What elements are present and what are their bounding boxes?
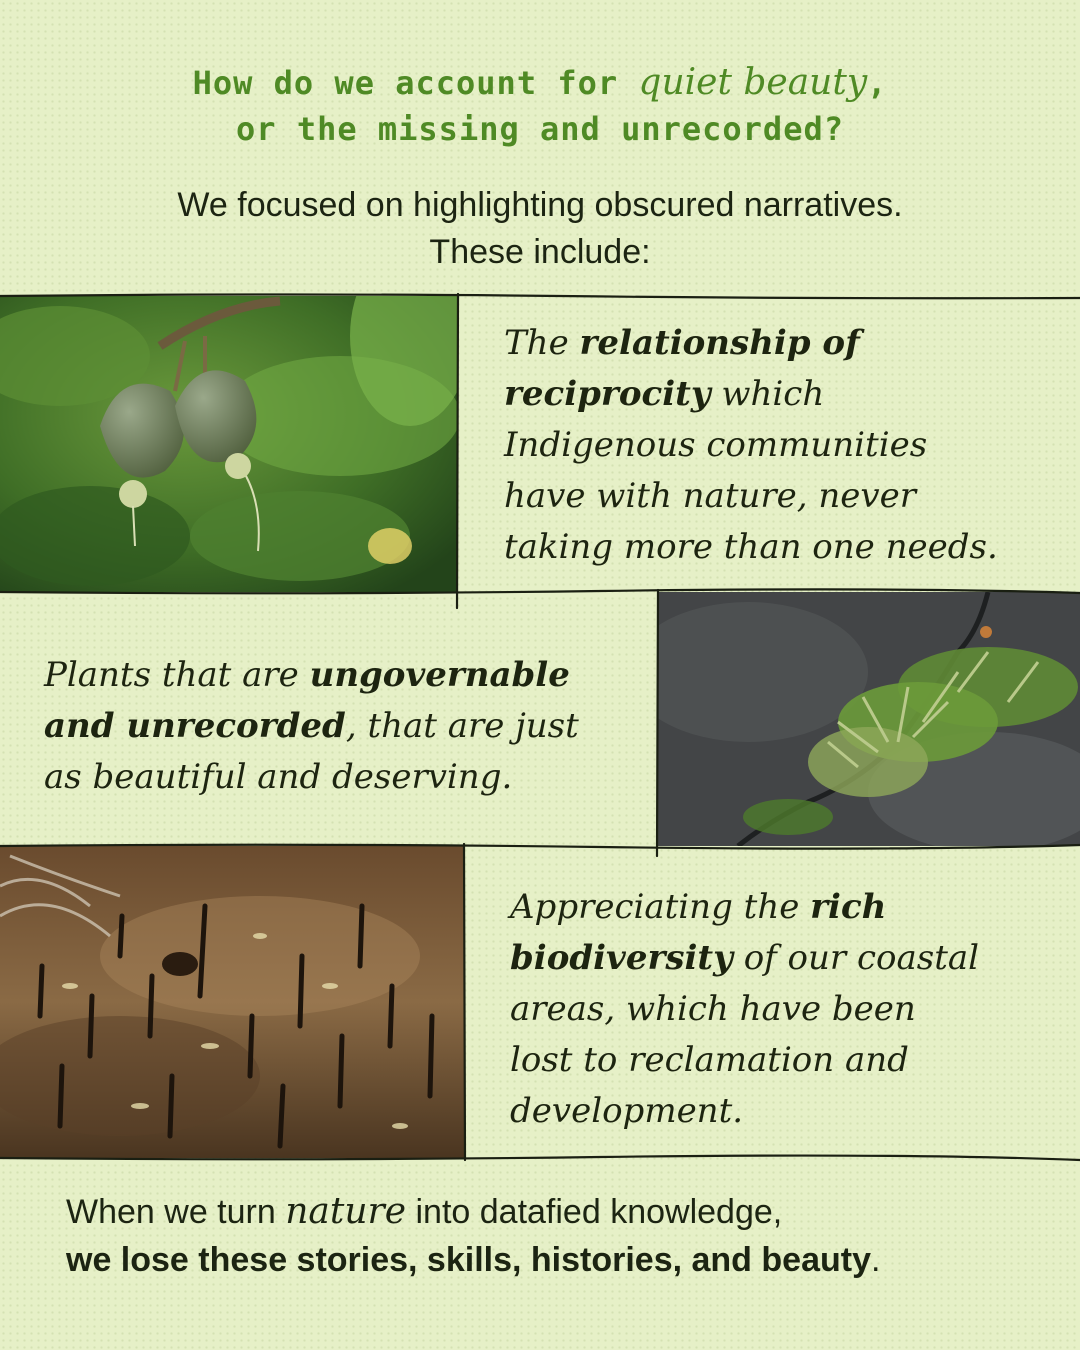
page-heading	[0, 60, 1080, 152]
narrative-biodiversity	[510, 882, 1060, 1137]
narrative-reciprocity	[504, 318, 1064, 573]
intro-line-1: We focused on highlighting obscured narratives.	[177, 186, 903, 224]
heading-line-1: How do we account for quiet beauty,	[192, 62, 888, 103]
narrative-line: have with nature, never	[504, 476, 916, 516]
narrative-line: reciprocity which	[504, 374, 825, 414]
narrative-line: biodiversity of our coastal	[510, 938, 980, 978]
narrative-line: Indigenous communities	[504, 425, 928, 465]
narrative-line: development.	[510, 1091, 744, 1131]
narrative-line: Appreciating the rich	[510, 887, 887, 927]
closing-line-2: we lose these stories, skills, histories, and beauty.	[66, 1241, 881, 1279]
heading-line-2: or the missing and unrecorded?	[236, 110, 844, 148]
narrative-line: Plants that are ungovernable	[44, 655, 570, 695]
narrative-line: areas, which have been	[510, 989, 916, 1029]
mangrove-photo	[0, 846, 464, 1158]
narrative-line: taking more than one needs.	[504, 527, 998, 567]
narrative-line: The relationship of	[504, 323, 860, 363]
narrative-line: and unrecorded, that are just	[44, 706, 579, 746]
closing-line-1: When we turn nature into datafied knowledge,	[66, 1191, 783, 1232]
pavement-grass-photo	[658, 592, 1080, 846]
narrative-ungovernable	[44, 650, 644, 803]
intro-text	[0, 182, 1080, 276]
intro-line-2: These include:	[429, 233, 651, 271]
seed-pod-photo	[0, 296, 458, 592]
narrative-line: lost to reclamation and	[510, 1040, 909, 1080]
heading-emphasis: quiet beauty	[638, 62, 868, 103]
narrative-line: as beautiful and deserving.	[44, 757, 513, 797]
closing-statement	[66, 1188, 1046, 1284]
closing-emphasis: nature	[285, 1191, 407, 1232]
